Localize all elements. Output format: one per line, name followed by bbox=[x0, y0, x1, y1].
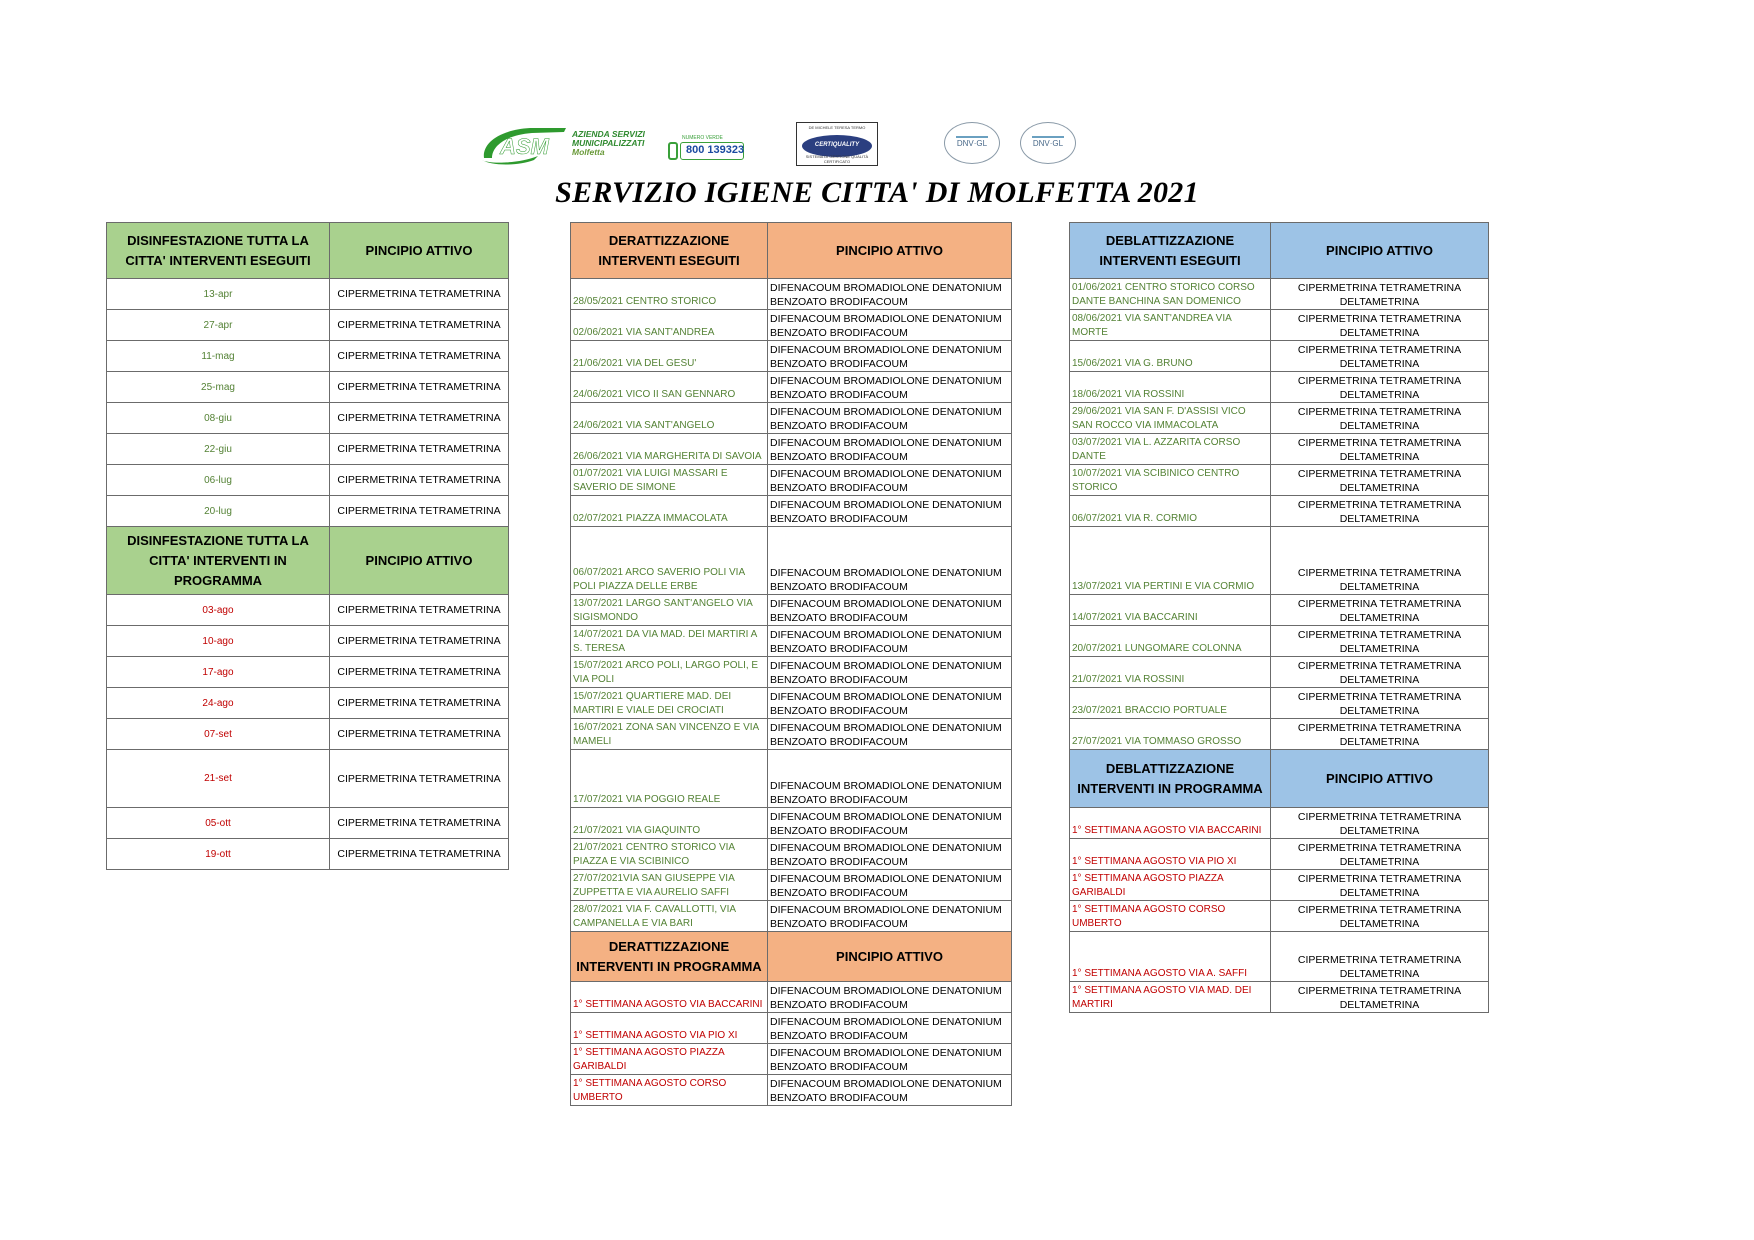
intervention-cell: 17/07/2021 VIA POGGIO REALE bbox=[571, 750, 768, 808]
table-row bbox=[1070, 870, 1489, 901]
active-ingredient-cell: CIPERMETRINA TETRAMETRINA bbox=[330, 341, 509, 372]
active-ingredient-cell: DIFENACOUM BROMADIOLONE DENATONIUM BENZOATO BRODIFACOUM bbox=[768, 982, 1012, 1013]
table-row bbox=[1070, 465, 1489, 496]
active-ingredient-cell: CIPERMETRINA TETRAMETRINA DELTAMETRINA bbox=[1271, 839, 1489, 870]
active-ingredient-cell: CIPERMETRINA TETRAMETRINA DELTAMETRINA bbox=[1271, 808, 1489, 839]
table-row bbox=[1070, 932, 1489, 982]
active-ingredient-cell: DIFENACOUM BROMADIOLONE DENATONIUM BENZOATO BRODIFACOUM bbox=[768, 527, 1012, 595]
column-header-interventions: DISINFESTAZIONE TUTTA LA CITTA' INTERVENTI ESEGUITI bbox=[107, 223, 330, 279]
active-ingredient-cell: CIPERMETRINA TETRAMETRINA DELTAMETRINA bbox=[1271, 434, 1489, 465]
intervention-cell: 08/06/2021 VIA SANT'ANDREA VIA MORTE bbox=[1070, 310, 1271, 341]
table-row bbox=[571, 870, 1012, 901]
table-row bbox=[571, 1075, 1012, 1106]
active-ingredient-cell: DIFENACOUM BROMADIOLONE DENATONIUM BENZOATO BRODIFACOUM bbox=[768, 310, 1012, 341]
phone-icon bbox=[668, 142, 678, 160]
active-ingredient-cell: DIFENACOUM BROMADIOLONE DENATONIUM BENZOATO BRODIFACOUM bbox=[768, 839, 1012, 870]
active-ingredient-cell: CIPERMETRINA TETRAMETRINA bbox=[330, 372, 509, 403]
table-row bbox=[571, 1013, 1012, 1044]
table-row bbox=[571, 808, 1012, 839]
table-row bbox=[571, 341, 1012, 372]
intervention-cell: 1° SETTIMANA AGOSTO VIA PIO XI bbox=[1070, 839, 1271, 870]
table-row bbox=[571, 527, 1012, 595]
active-ingredient-cell: DIFENACOUM BROMADIOLONE DENATONIUM BENZOATO BRODIFACOUM bbox=[768, 465, 1012, 496]
table-row bbox=[107, 341, 509, 372]
active-ingredient-cell: DIFENACOUM BROMADIOLONE DENATONIUM BENZOATO BRODIFACOUM bbox=[768, 403, 1012, 434]
asm-swoosh-icon bbox=[478, 124, 570, 166]
table-row bbox=[571, 434, 1012, 465]
table-row bbox=[1070, 688, 1489, 719]
intervention-cell: 18/06/2021 VIA ROSSINI bbox=[1070, 372, 1271, 403]
column-header-active-ingredient: PINCIPIO ATTIVO bbox=[768, 932, 1012, 982]
active-ingredient-cell: DIFENACOUM BROMADIOLONE DENATONIUM BENZOATO BRODIFACOUM bbox=[768, 901, 1012, 932]
intervention-cell: 28/05/2021 CENTRO STORICO bbox=[571, 279, 768, 310]
intervention-cell: 21/06/2021 VIA DEL GESU' bbox=[571, 341, 768, 372]
table-row bbox=[1070, 839, 1489, 870]
intervention-cell: 19-ott bbox=[107, 839, 330, 870]
active-ingredient-cell: CIPERMETRINA TETRAMETRINA DELTAMETRINA bbox=[1271, 870, 1489, 901]
intervention-cell: 20-lug bbox=[107, 496, 330, 527]
active-ingredient-cell: DIFENACOUM BROMADIOLONE DENATONIUM BENZOATO BRODIFACOUM bbox=[768, 496, 1012, 527]
table-row bbox=[571, 657, 1012, 688]
active-ingredient-cell: CIPERMETRINA TETRAMETRINA bbox=[330, 496, 509, 527]
table-row bbox=[571, 688, 1012, 719]
intervention-cell: 03-ago bbox=[107, 595, 330, 626]
column-header-active-ingredient: PINCIPIO ATTIVO bbox=[330, 223, 509, 279]
green-number: 800 139323 bbox=[686, 144, 745, 156]
table-row bbox=[1070, 626, 1489, 657]
active-ingredient-cell: CIPERMETRINA TETRAMETRINA DELTAMETRINA bbox=[1271, 982, 1489, 1013]
table-header-row bbox=[1070, 223, 1489, 279]
active-ingredient-cell: CIPERMETRINA TETRAMETRINA DELTAMETRINA bbox=[1271, 932, 1489, 982]
active-ingredient-cell: DIFENACOUM BROMADIOLONE DENATONIUM BENZOATO BRODIFACOUM bbox=[768, 372, 1012, 403]
intervention-cell: 10/07/2021 VIA SCIBINICO CENTRO STORICO bbox=[1070, 465, 1271, 496]
intervention-cell: 1° SETTIMANA AGOSTO VIA BACCARINI bbox=[571, 982, 768, 1013]
table-row bbox=[107, 372, 509, 403]
table-row bbox=[107, 310, 509, 341]
intervention-cell: 15/07/2021 QUARTIERE MAD. DEI MARTIRI E VIALE DEI CROCIATI bbox=[571, 688, 768, 719]
intervention-cell: 23/07/2021 BRACCIO PORTUALE bbox=[1070, 688, 1271, 719]
table-row bbox=[571, 1044, 1012, 1075]
table-row bbox=[107, 496, 509, 527]
certification-logo: DE MICHELE TERESA TERMO CERTIQUALITY SISTEMA DI GESTIONE QUALITÀ CERTIFICATO bbox=[796, 122, 878, 166]
table-row bbox=[571, 626, 1012, 657]
intervention-cell: 21/07/2021 VIA GIAQUINTO bbox=[571, 808, 768, 839]
active-ingredient-cell: DIFENACOUM BROMADIOLONE DENATONIUM BENZOATO BRODIFACOUM bbox=[768, 1013, 1012, 1044]
table-row bbox=[107, 808, 509, 839]
table-row bbox=[1070, 719, 1489, 750]
active-ingredient-cell: CIPERMETRINA TETRAMETRINA bbox=[330, 750, 509, 808]
active-ingredient-cell: DIFENACOUM BROMADIOLONE DENATONIUM BENZOATO BRODIFACOUM bbox=[768, 688, 1012, 719]
column-header-active-ingredient: PINCIPIO ATTIVO bbox=[1271, 750, 1489, 808]
intervention-cell: 07-set bbox=[107, 719, 330, 750]
intervention-cell: 02/06/2021 VIA SANT'ANDREA bbox=[571, 310, 768, 341]
table-row bbox=[571, 750, 1012, 808]
active-ingredient-cell: CIPERMETRINA TETRAMETRINA DELTAMETRINA bbox=[1271, 403, 1489, 434]
intervention-cell: 22-giu bbox=[107, 434, 330, 465]
intervention-cell: 29/06/2021 VIA SAN F. D'ASSISI VICO SAN ROCCO VIA IMMACOLATA bbox=[1070, 403, 1271, 434]
column-header-active-ingredient: PINCIPIO ATTIVO bbox=[330, 527, 509, 595]
intervention-cell: 1° SETTIMANA AGOSTO VIA BACCARINI bbox=[1070, 808, 1271, 839]
intervention-cell: 1° SETTIMANA AGOSTO PIAZZA GARIBALDI bbox=[571, 1044, 768, 1075]
table-header-row bbox=[571, 932, 1012, 982]
active-ingredient-cell: CIPERMETRINA TETRAMETRINA bbox=[330, 595, 509, 626]
table-row bbox=[1070, 901, 1489, 932]
table-header-row bbox=[571, 223, 1012, 279]
table-row bbox=[107, 595, 509, 626]
active-ingredient-cell: CIPERMETRINA TETRAMETRINA DELTAMETRINA bbox=[1271, 496, 1489, 527]
intervention-cell: 1° SETTIMANA AGOSTO PIAZZA GARIBALDI bbox=[1070, 870, 1271, 901]
page-title: SERVIZIO IGIENE CITTA' DI MOLFETTA 2021 bbox=[555, 176, 1199, 209]
table-row bbox=[1070, 657, 1489, 688]
column-header-interventions: DISINFESTAZIONE TUTTA LA CITTA' INTERVENTI IN PROGRAMMA bbox=[107, 527, 330, 595]
intervention-cell: 13-apr bbox=[107, 279, 330, 310]
intervention-cell: 13/07/2021 LARGO SANT'ANGELO VIA SIGISMONDO bbox=[571, 595, 768, 626]
active-ingredient-cell: CIPERMETRINA TETRAMETRINA bbox=[330, 719, 509, 750]
intervention-cell: 26/06/2021 VIA MARGHERITA DI SAVOIA bbox=[571, 434, 768, 465]
intervention-cell: 11-mag bbox=[107, 341, 330, 372]
active-ingredient-cell: CIPERMETRINA TETRAMETRINA DELTAMETRINA bbox=[1271, 465, 1489, 496]
svg-text:ASM: ASM bbox=[500, 134, 549, 159]
table-row bbox=[107, 626, 509, 657]
table-row bbox=[1070, 310, 1489, 341]
intervention-cell: 28/07/2021 VIA F. CAVALLOTTI, VIA CAMPANELLA E VIA BARI bbox=[571, 901, 768, 932]
table-row bbox=[571, 279, 1012, 310]
table-header-row bbox=[1070, 750, 1489, 808]
intervention-cell: 21/07/2021 VIA ROSSINI bbox=[1070, 657, 1271, 688]
table-row bbox=[1070, 434, 1489, 465]
disinfestazione-table bbox=[106, 222, 509, 870]
intervention-cell: 16/07/2021 ZONA SAN VINCENZO E VIA MAMELI bbox=[571, 719, 768, 750]
table-row bbox=[571, 901, 1012, 932]
active-ingredient-cell: CIPERMETRINA TETRAMETRINA DELTAMETRINA bbox=[1271, 901, 1489, 932]
table-row bbox=[107, 688, 509, 719]
active-ingredient-cell: CIPERMETRINA TETRAMETRINA DELTAMETRINA bbox=[1271, 372, 1489, 403]
intervention-cell: 21-set bbox=[107, 750, 330, 808]
intervention-cell: 24-ago bbox=[107, 688, 330, 719]
active-ingredient-cell: CIPERMETRINA TETRAMETRINA bbox=[330, 688, 509, 719]
intervention-cell: 1° SETTIMANA AGOSTO VIA A. SAFFI bbox=[1070, 932, 1271, 982]
active-ingredient-cell: DIFENACOUM BROMADIOLONE DENATONIUM BENZOATO BRODIFACOUM bbox=[768, 595, 1012, 626]
active-ingredient-cell: CIPERMETRINA TETRAMETRINA bbox=[330, 310, 509, 341]
intervention-cell: 20/07/2021 LUNGOMARE COLONNA bbox=[1070, 626, 1271, 657]
intervention-cell: 08-giu bbox=[107, 403, 330, 434]
table-row bbox=[107, 719, 509, 750]
active-ingredient-cell: CIPERMETRINA TETRAMETRINA bbox=[330, 434, 509, 465]
active-ingredient-cell: CIPERMETRINA TETRAMETRINA DELTAMETRINA bbox=[1271, 341, 1489, 372]
active-ingredient-cell: CIPERMETRINA TETRAMETRINA bbox=[330, 808, 509, 839]
active-ingredient-cell: CIPERMETRINA TETRAMETRINA DELTAMETRINA bbox=[1271, 595, 1489, 626]
intervention-cell: 14/07/2021 DA VIA MAD. DEI MARTIRI A S. TERESA bbox=[571, 626, 768, 657]
table-header-row bbox=[107, 527, 509, 595]
intervention-cell: 05-ott bbox=[107, 808, 330, 839]
active-ingredient-cell: DIFENACOUM BROMADIOLONE DENATONIUM BENZOATO BRODIFACOUM bbox=[768, 719, 1012, 750]
intervention-cell: 17-ago bbox=[107, 657, 330, 688]
intervention-cell: 01/07/2021 VIA LUIGI MASSARI E SAVERIO DE SIMONE bbox=[571, 465, 768, 496]
table-row bbox=[107, 279, 509, 310]
active-ingredient-cell: CIPERMETRINA TETRAMETRINA bbox=[330, 279, 509, 310]
active-ingredient-cell: CIPERMETRINA TETRAMETRINA bbox=[330, 465, 509, 496]
table-row bbox=[571, 982, 1012, 1013]
active-ingredient-cell: CIPERMETRINA TETRAMETRINA DELTAMETRINA bbox=[1271, 279, 1489, 310]
green-number-label: NUMERO VERDE bbox=[682, 135, 723, 141]
table-row bbox=[571, 839, 1012, 870]
active-ingredient-cell: DIFENACOUM BROMADIOLONE DENATONIUM BENZOATO BRODIFACOUM bbox=[768, 626, 1012, 657]
intervention-cell: 01/06/2021 CENTRO STORICO CORSO DANTE BANCHINA SAN DOMENICO bbox=[1070, 279, 1271, 310]
intervention-cell: 06/07/2021 ARCO SAVERIO POLI VIA POLI PIAZZA DELLE ERBE bbox=[571, 527, 768, 595]
active-ingredient-cell: DIFENACOUM BROMADIOLONE DENATONIUM BENZOATO BRODIFACOUM bbox=[768, 808, 1012, 839]
column-header-interventions: DERATTIZZAZIONE INTERVENTI ESEGUITI bbox=[571, 223, 768, 279]
intervention-cell: 02/07/2021 PIAZZA IMMACOLATA bbox=[571, 496, 768, 527]
table-row bbox=[107, 465, 509, 496]
active-ingredient-cell: DIFENACOUM BROMADIOLONE DENATONIUM BENZOATO BRODIFACOUM bbox=[768, 657, 1012, 688]
active-ingredient-cell: DIFENACOUM BROMADIOLONE DENATONIUM BENZOATO BRODIFACOUM bbox=[768, 1075, 1012, 1106]
table-row bbox=[571, 465, 1012, 496]
table-row bbox=[1070, 496, 1489, 527]
table-row bbox=[1070, 279, 1489, 310]
table-row bbox=[107, 403, 509, 434]
intervention-cell: 21/07/2021 CENTRO STORICO VIA PIAZZA E VIA SCIBINICO bbox=[571, 839, 768, 870]
active-ingredient-cell: DIFENACOUM BROMADIOLONE DENATONIUM BENZOATO BRODIFACOUM bbox=[768, 750, 1012, 808]
intervention-cell: 1° SETTIMANA AGOSTO CORSO UMBERTO bbox=[571, 1075, 768, 1106]
table-row bbox=[107, 839, 509, 870]
column-header-active-ingredient: PINCIPIO ATTIVO bbox=[1271, 223, 1489, 279]
table-header-row bbox=[107, 223, 509, 279]
table-row bbox=[1070, 372, 1489, 403]
table-row bbox=[1070, 595, 1489, 626]
intervention-cell: 06-lug bbox=[107, 465, 330, 496]
intervention-cell: 15/06/2021 VIA G. BRUNO bbox=[1070, 341, 1271, 372]
active-ingredient-cell: DIFENACOUM BROMADIOLONE DENATONIUM BENZOATO BRODIFACOUM bbox=[768, 341, 1012, 372]
table-row bbox=[1070, 341, 1489, 372]
intervention-cell: 15/07/2021 ARCO POLI, LARGO POLI, E VIA POLI bbox=[571, 657, 768, 688]
intervention-cell: 06/07/2021 VIA R. CORMIO bbox=[1070, 496, 1271, 527]
table-row bbox=[571, 496, 1012, 527]
table-row bbox=[1070, 808, 1489, 839]
intervention-cell: 27/07/2021VIA SAN GIUSEPPE VIA ZUPPETTA E VIA AURELIO SAFFI bbox=[571, 870, 768, 901]
intervention-cell: 24/06/2021 VICO II SAN GENNARO bbox=[571, 372, 768, 403]
column-header-active-ingredient: PINCIPIO ATTIVO bbox=[768, 223, 1012, 279]
intervention-cell: 25-mag bbox=[107, 372, 330, 403]
table-row bbox=[107, 434, 509, 465]
active-ingredient-cell: CIPERMETRINA TETRAMETRINA bbox=[330, 626, 509, 657]
table-row bbox=[107, 750, 509, 808]
intervention-cell: 1° SETTIMANA AGOSTO CORSO UMBERTO bbox=[1070, 901, 1271, 932]
active-ingredient-cell: CIPERMETRINA TETRAMETRINA bbox=[330, 403, 509, 434]
active-ingredient-cell: CIPERMETRINA TETRAMETRINA bbox=[330, 839, 509, 870]
table-row bbox=[571, 310, 1012, 341]
active-ingredient-cell: CIPERMETRINA TETRAMETRINA DELTAMETRINA bbox=[1271, 688, 1489, 719]
table-row bbox=[1070, 403, 1489, 434]
derattizzazione-table bbox=[570, 222, 1012, 1106]
active-ingredient-cell: CIPERMETRINA TETRAMETRINA DELTAMETRINA bbox=[1271, 310, 1489, 341]
active-ingredient-cell: CIPERMETRINA TETRAMETRINA DELTAMETRINA bbox=[1271, 527, 1489, 595]
table-row bbox=[571, 595, 1012, 626]
table-row bbox=[1070, 982, 1489, 1013]
active-ingredient-cell: CIPERMETRINA TETRAMETRINA bbox=[330, 657, 509, 688]
intervention-cell: 13/07/2021 VIA PERTINI E VIA CORMIO bbox=[1070, 527, 1271, 595]
table-row bbox=[571, 372, 1012, 403]
intervention-cell: 14/07/2021 VIA BACCARINI bbox=[1070, 595, 1271, 626]
column-header-interventions: DERATTIZZAZIONE INTERVENTI IN PROGRAMMA bbox=[571, 932, 768, 982]
table-row bbox=[571, 403, 1012, 434]
intervention-cell: 1° SETTIMANA AGOSTO VIA PIO XI bbox=[571, 1013, 768, 1044]
table-row bbox=[1070, 527, 1489, 595]
intervention-cell: 1° SETTIMANA AGOSTO VIA MAD. DEI MARTIRI bbox=[1070, 982, 1271, 1013]
dnv-gl-seal-2: DNV·GL bbox=[1020, 122, 1078, 166]
column-header-interventions: DEBLATTIZZAZIONE INTERVENTI IN PROGRAMMA bbox=[1070, 750, 1271, 808]
active-ingredient-cell: DIFENACOUM BROMADIOLONE DENATONIUM BENZOATO BRODIFACOUM bbox=[768, 1044, 1012, 1075]
deblattizzazione-table bbox=[1069, 222, 1489, 1013]
active-ingredient-cell: CIPERMETRINA TETRAMETRINA DELTAMETRINA bbox=[1271, 626, 1489, 657]
intervention-cell: 27-apr bbox=[107, 310, 330, 341]
active-ingredient-cell: DIFENACOUM BROMADIOLONE DENATONIUM BENZOATO BRODIFACOUM bbox=[768, 434, 1012, 465]
active-ingredient-cell: CIPERMETRINA TETRAMETRINA DELTAMETRINA bbox=[1271, 719, 1489, 750]
intervention-cell: 03/07/2021 VIA L. AZZARITA CORSO DANTE bbox=[1070, 434, 1271, 465]
table-row bbox=[571, 719, 1012, 750]
dnv-gl-seal-1: DNV·GL bbox=[944, 122, 1002, 166]
asm-name: AZIENDA SERVIZI MUNICIPALIZZATI Molfetta bbox=[572, 129, 645, 157]
intervention-cell: 10-ago bbox=[107, 626, 330, 657]
asm-logo bbox=[478, 122, 658, 166]
column-header-interventions: DEBLATTIZZAZIONE INTERVENTI ESEGUITI bbox=[1070, 223, 1271, 279]
intervention-cell: 24/06/2021 VIA SANT'ANGELO bbox=[571, 403, 768, 434]
active-ingredient-cell: CIPERMETRINA TETRAMETRINA DELTAMETRINA bbox=[1271, 657, 1489, 688]
intervention-cell: 27/07/2021 VIA TOMMASO GROSSO bbox=[1070, 719, 1271, 750]
active-ingredient-cell: DIFENACOUM BROMADIOLONE DENATONIUM BENZOATO BRODIFACOUM bbox=[768, 279, 1012, 310]
active-ingredient-cell: DIFENACOUM BROMADIOLONE DENATONIUM BENZOATO BRODIFACOUM bbox=[768, 870, 1012, 901]
green-number-badge bbox=[668, 135, 748, 164]
table-row bbox=[107, 657, 509, 688]
